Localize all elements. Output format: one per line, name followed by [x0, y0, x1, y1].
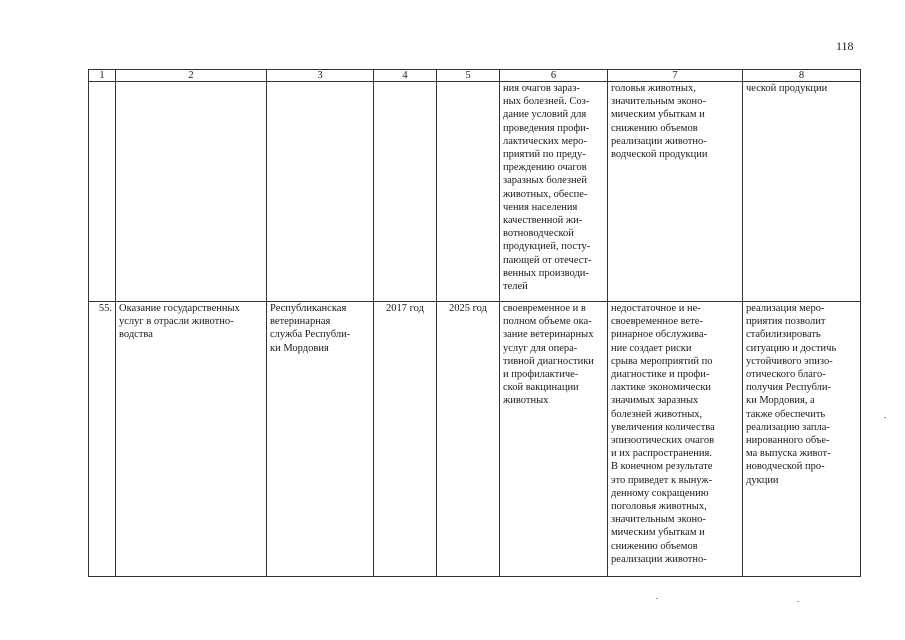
header-cell: 1	[89, 70, 116, 82]
consequences-cell: головья животных, значительным эконо- мическим убыткам и снижению объемов реализации животно- водческой продукции	[608, 82, 743, 302]
header-cell: 4	[374, 70, 437, 82]
table-row	[89, 82, 861, 302]
header-cell: 7	[608, 70, 743, 82]
executor-cell	[267, 82, 374, 302]
data-table	[88, 69, 861, 577]
page-number: 118	[836, 39, 854, 53]
executor-cell: Республиканская ветеринарная служба Республи- ки Мордовия	[267, 302, 374, 577]
header-cell: 5	[437, 70, 500, 82]
service-name-cell	[116, 82, 267, 302]
row-number-cell: 55.	[89, 302, 116, 577]
scan-speck	[656, 598, 658, 599]
row-number-cell	[89, 82, 116, 302]
indicator-link-cell: реализация меро- приятия позволит стабилизировать ситуацию и достичь устойчивого эпизо- отического благо- получия Республи- ки Мордовия, а также обеспечить реализацию запла- нированного объе- ма выпуска живот- новодческой про- дукции	[743, 302, 861, 577]
service-name-cell: Оказание государственных услуг в отрасли животно- водства	[116, 302, 267, 577]
start-year-cell: 2017 год	[374, 302, 437, 577]
end-year-cell: 2025 год	[437, 302, 500, 577]
consequences-cell: недостаточное и не- своевременное вете- ринарное обслужива- ние создает риски срыва мероприятий по диагностике и профи- лактике экономически значимых заразных болезней животных, увеличения количества эпизоотических очагов и их распространения. В конечном результате это приведет к вынуж- денному сокращению поголовья животных, значительным эконо- мическим убыткам и снижению объемов реализации животно-	[608, 302, 743, 577]
scan-speck	[884, 417, 886, 418]
header-cell: 3	[267, 70, 374, 82]
header-cell: 2	[116, 70, 267, 82]
expected-result-cell: своевременное и в полном объеме ока- зание ветеринарных услуг для опера- тивной диагностики и профилактиче- ской вакцинации животных	[500, 302, 608, 577]
scan-speck	[797, 601, 799, 602]
header-cell: 6	[500, 70, 608, 82]
header-row	[89, 70, 861, 82]
end-year-cell	[437, 82, 500, 302]
expected-result-cell: ния очагов зараз- ных болезней. Соз- дание условий для проведения профи- лактических меро- приятий по преду- преждению очагов заразных болезней животных, обеспе- чения населения качественной жи- вотноводческой продукцией, посту- пающей от отечест- венных производи- телей	[500, 82, 608, 302]
table-row	[89, 302, 861, 577]
header-cell: 8	[743, 70, 861, 82]
start-year-cell	[374, 82, 437, 302]
indicator-link-cell: ческой продукции	[743, 82, 861, 302]
